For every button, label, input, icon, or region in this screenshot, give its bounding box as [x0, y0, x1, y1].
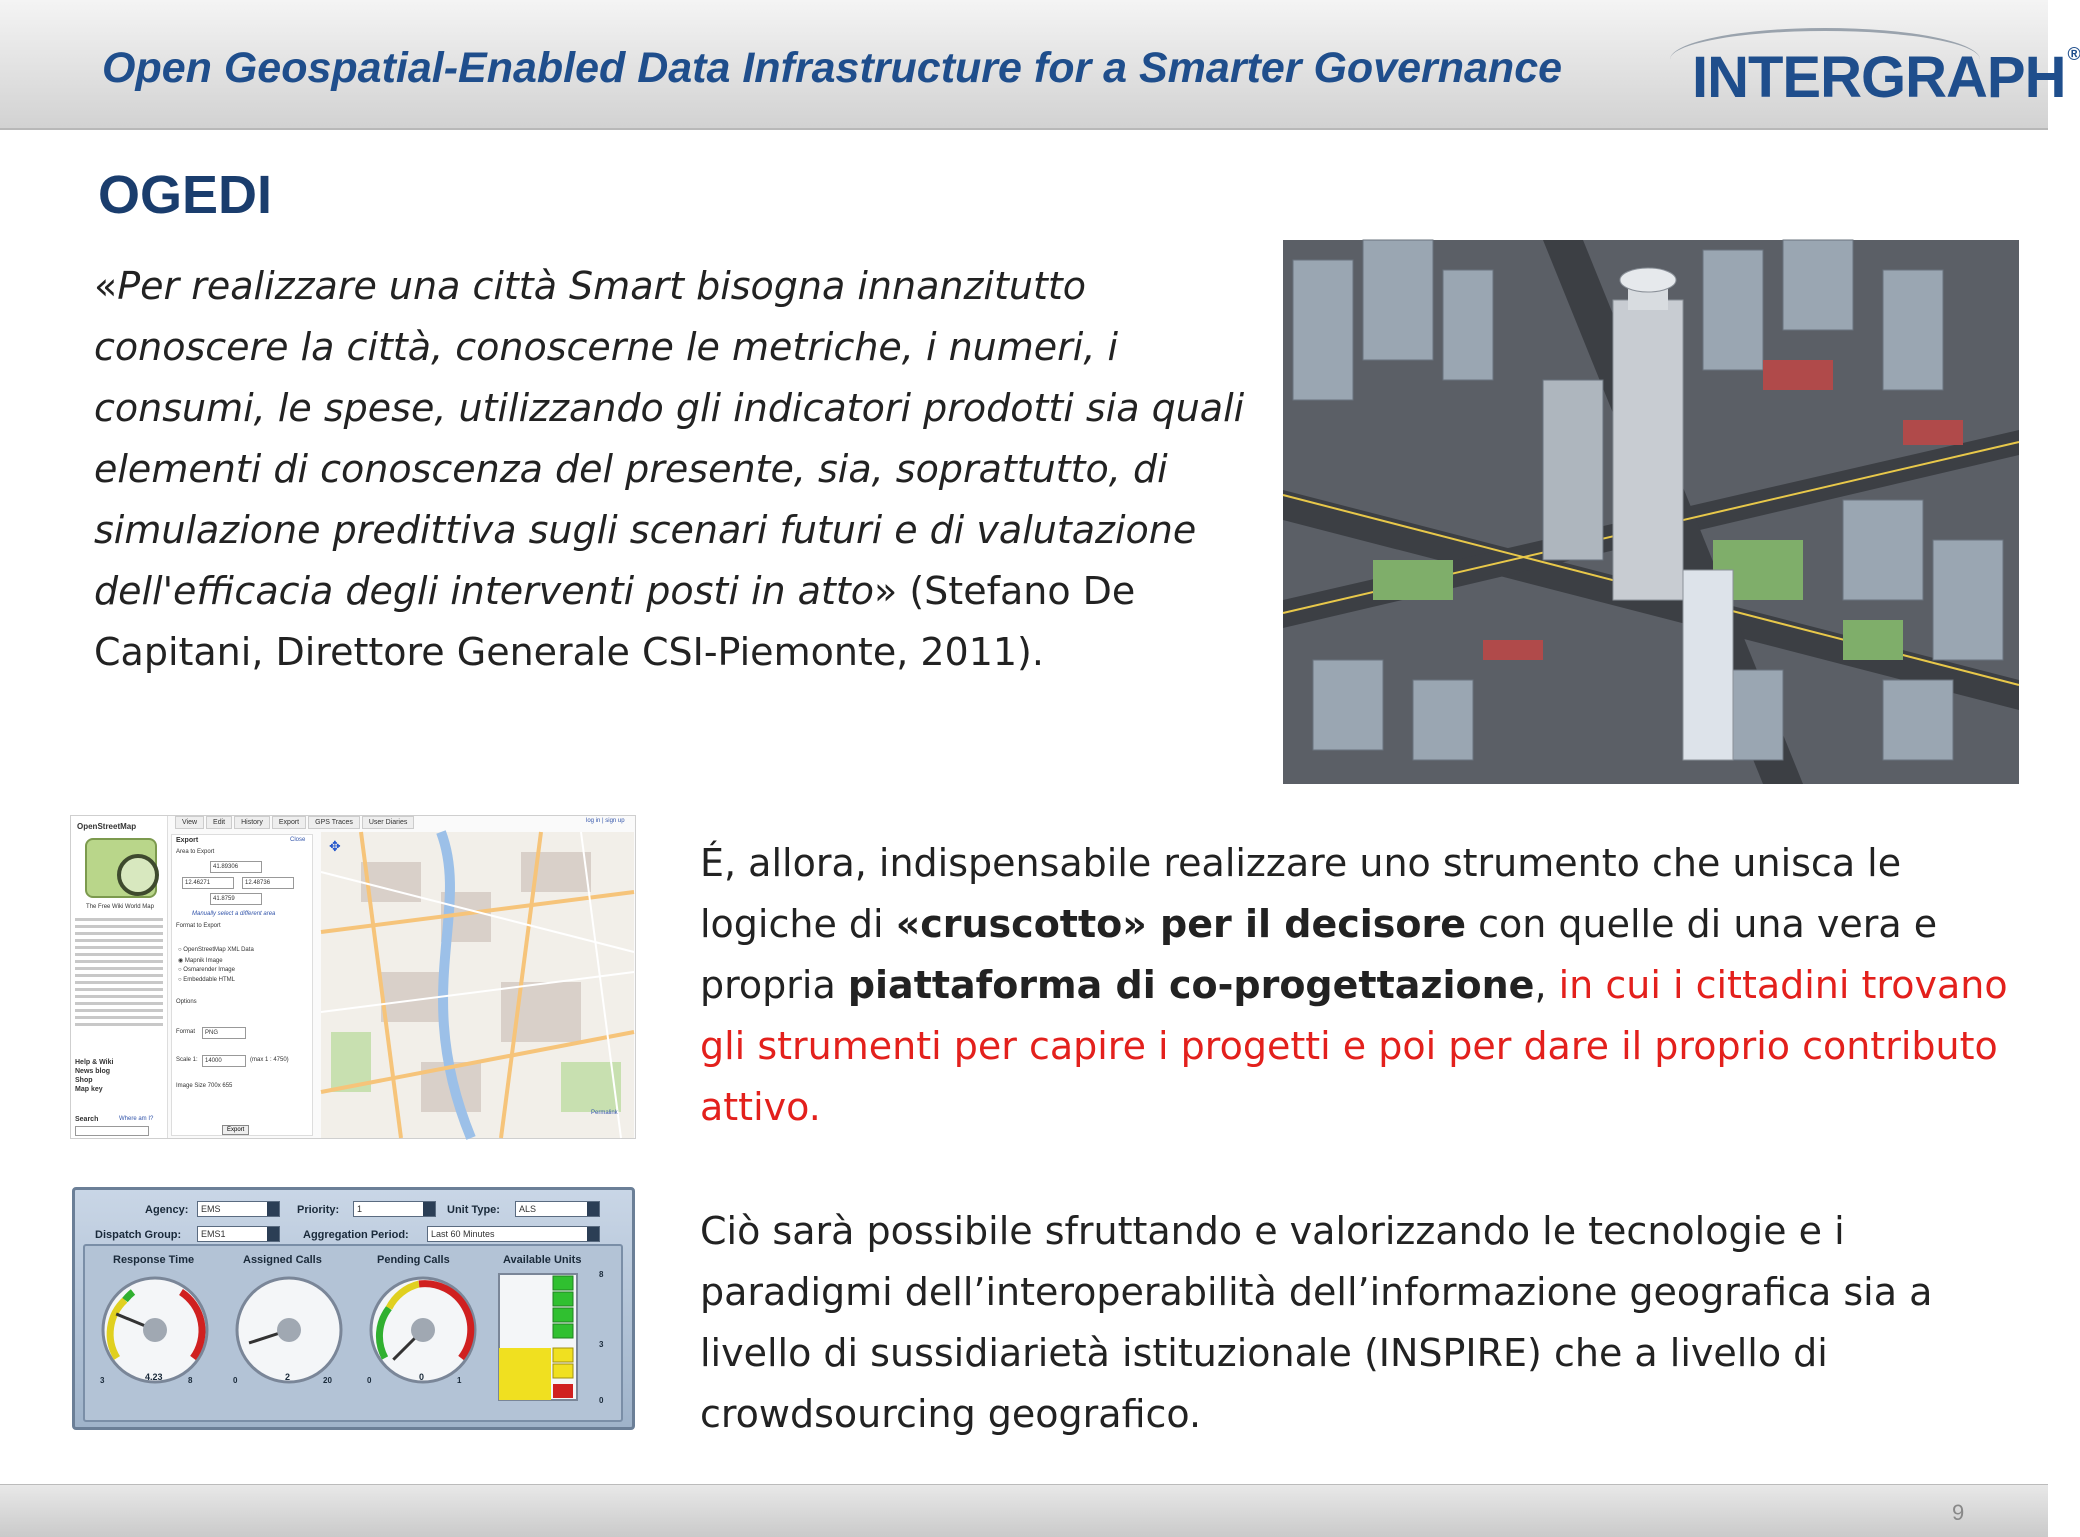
dispatch-group-select[interactable]: EMS1	[197, 1226, 280, 1242]
osm-search-label: Search	[75, 1116, 99, 1123]
gauge-value-label: 4.23	[145, 1372, 163, 1382]
logo-text: INTERGRAPH	[1692, 45, 2066, 110]
osm-coord-south[interactable]: 41.8759	[210, 893, 262, 905]
osm-search-input[interactable]	[75, 1126, 149, 1136]
city-illustration	[1283, 240, 2019, 784]
header-title: Open Geospatial-Enabled Data Infrastructure for a Smarter Governance	[102, 44, 1563, 92]
openstreetmap-screenshot	[70, 815, 636, 1139]
gauge-min-label: 0	[367, 1376, 372, 1385]
osm-format-option[interactable]: ◉ Mapnik Image	[178, 958, 223, 964]
osm-options-label: Options	[176, 999, 197, 1005]
osm-help-links	[75, 1058, 113, 1094]
dispatch-group-label: Dispatch Group:	[95, 1229, 182, 1241]
agency-label: Agency:	[145, 1204, 189, 1216]
magnifier-icon	[117, 854, 159, 896]
paragraph-text: con quelle di una vera e propria	[700, 902, 1938, 1007]
osm-sidebar	[71, 816, 168, 1138]
osm-coord-east[interactable]: 12.48736	[242, 877, 294, 889]
osm-format-field-label: Format	[176, 1029, 196, 1035]
osm-tab-history[interactable]: History	[234, 816, 270, 829]
gauge-min-label: 3	[100, 1376, 105, 1385]
osm-format-option[interactable]: ○ OpenStreetMap XML Data	[178, 947, 254, 953]
paragraph-interoperability: Ciò sarà possibile sfruttando e valorizzando le tecnologie e i paradigmi dell’interoperabilità dell’informazione geografica sia a livello di sussidiarietà istituzionale (INSPIRE) che a livello di crowdsourcing geografico.	[700, 1209, 1933, 1436]
paragraph-text: É, allora, indispensabile realizzare uno strumento che unisca le logiche di	[700, 841, 1902, 946]
gauge-value-label: 0	[419, 1372, 425, 1382]
osm-format-option[interactable]: ○ Osmarender Image	[178, 967, 235, 973]
logo-registered-mark: ®	[2067, 44, 2080, 64]
unit-type-label: Unit Type:	[447, 1204, 500, 1216]
intergraph-logo	[1630, 28, 2080, 110]
smart-city-3d-image	[1283, 240, 2019, 784]
unit-type-select[interactable]: ALS	[515, 1201, 600, 1217]
highlighted-red-text: in cui i cittadini trovano gli strumenti per capire i progetti e poi per dare il proprio contributo attivo.	[700, 963, 2008, 1129]
aggregation-period-select[interactable]: Last 60 Minutes	[427, 1226, 600, 1242]
osm-format-option[interactable]: ○ Embeddable HTML	[178, 977, 235, 983]
osm-format-label: Format to Export	[176, 923, 221, 929]
agency-select[interactable]: EMS	[197, 1201, 280, 1217]
osm-logo-icon	[85, 838, 157, 898]
page-number: 9	[1952, 1500, 1965, 1525]
osm-brand: OpenStreetMap	[77, 822, 137, 831]
osm-help-link[interactable]: Help & Wiki	[75, 1059, 114, 1066]
gauge-max-label: 20	[323, 1376, 332, 1385]
osm-scale-label: Scale 1:	[176, 1057, 198, 1063]
osm-tagline: The Free Wiki World Map	[86, 904, 154, 910]
osm-scale-input[interactable]: 14000	[202, 1055, 246, 1067]
dispatch-dashboard	[72, 1187, 635, 1430]
osm-tab-gps[interactable]: GPS Traces	[308, 816, 360, 829]
osm-shop-link[interactable]: Shop	[75, 1077, 93, 1084]
osm-tab-export[interactable]: Export	[272, 816, 306, 829]
section-title: OGEDI	[98, 165, 273, 225]
osm-tab-edit[interactable]: Edit	[206, 816, 232, 829]
units-tick-label: 3	[599, 1340, 604, 1349]
quote-open-mark: «	[94, 264, 118, 308]
osm-image-size: Image Size 700x 655	[176, 1083, 233, 1089]
osm-export-panel	[171, 834, 313, 1136]
bold-term-cruscotto: «cruscotto» per il decisore	[895, 902, 1467, 946]
osm-permalink[interactable]: Permalink	[591, 1110, 618, 1116]
osm-close-link[interactable]: Close	[290, 837, 306, 843]
osm-news-link[interactable]: News blog	[75, 1068, 111, 1075]
osm-export-button[interactable]: Export	[222, 1125, 249, 1135]
gauge-title: Available Units	[503, 1254, 582, 1266]
units-tick-label: 0	[599, 1396, 604, 1405]
gauge-value-label: 2	[285, 1372, 291, 1382]
osm-login-link[interactable]: log in | sign up	[586, 818, 625, 824]
gauge-max-label: 1	[457, 1376, 462, 1385]
priority-select[interactable]: 1	[353, 1201, 436, 1217]
osm-pan-control-icon[interactable]: ✥	[329, 838, 341, 854]
osm-mapkey-link[interactable]: Map key	[75, 1086, 103, 1093]
osm-scale-max: (max 1 : 4750)	[250, 1057, 289, 1063]
units-tick-label: 8	[599, 1270, 604, 1279]
osm-tabs	[175, 816, 416, 830]
gauge-title: Pending Calls	[377, 1254, 450, 1266]
osm-manual-select-link[interactable]: Manually select a different area	[192, 911, 276, 917]
priority-label: Priority:	[297, 1204, 340, 1216]
osm-format-select[interactable]: PNG	[202, 1027, 246, 1039]
slide-footer	[0, 1484, 2048, 1537]
slide-header	[0, 0, 2080, 130]
quote-block	[94, 256, 1269, 683]
osm-tab-diaries[interactable]: User Diaries	[362, 816, 415, 829]
osm-map-illustration	[321, 832, 634, 1138]
osm-coord-north[interactable]: 41.89306	[210, 861, 262, 873]
osm-where-am-i-link[interactable]: Where am I?	[119, 1116, 154, 1122]
aggregation-period-label: Aggregation Period:	[303, 1229, 409, 1241]
paragraph-text: ,	[1534, 963, 1559, 1007]
osm-tab-view[interactable]: View	[175, 816, 204, 829]
quote-citation: » (Stefano De Capitani, Direttore Generale CSI-Piemonte, 2011).	[94, 569, 1136, 674]
gauge-panel	[83, 1244, 623, 1422]
osm-description-lines	[75, 918, 163, 1030]
gauge-min-label: 0	[233, 1376, 238, 1385]
gauge-max-label: 8	[188, 1376, 193, 1385]
paragraph-dashboard	[700, 833, 2020, 1138]
osm-panel-title: Export	[176, 837, 199, 844]
osm-area-label: Area to Export	[176, 849, 215, 855]
osm-map-view[interactable]	[321, 832, 634, 1138]
gauge-title: Response Time	[113, 1254, 195, 1266]
osm-coord-west[interactable]: 12.46271	[182, 877, 234, 889]
bold-term-piattaforma: piattaforma di co-progettazione	[847, 963, 1535, 1007]
gauge-title: Assigned Calls	[243, 1254, 322, 1266]
quote-italic-text: Per realizzare una città Smart bisogna innanzitutto conoscere la città, conoscerne le metriche, i numeri, i consumi, le spese, utilizzando gli indicatori prodotti sia quali elementi di conoscenza del presente, sia, soprattutto, di simulazione predittiva sugli scenari futuri e di valutazione dell'efficacia degli interventi posti in atto	[94, 264, 1245, 613]
